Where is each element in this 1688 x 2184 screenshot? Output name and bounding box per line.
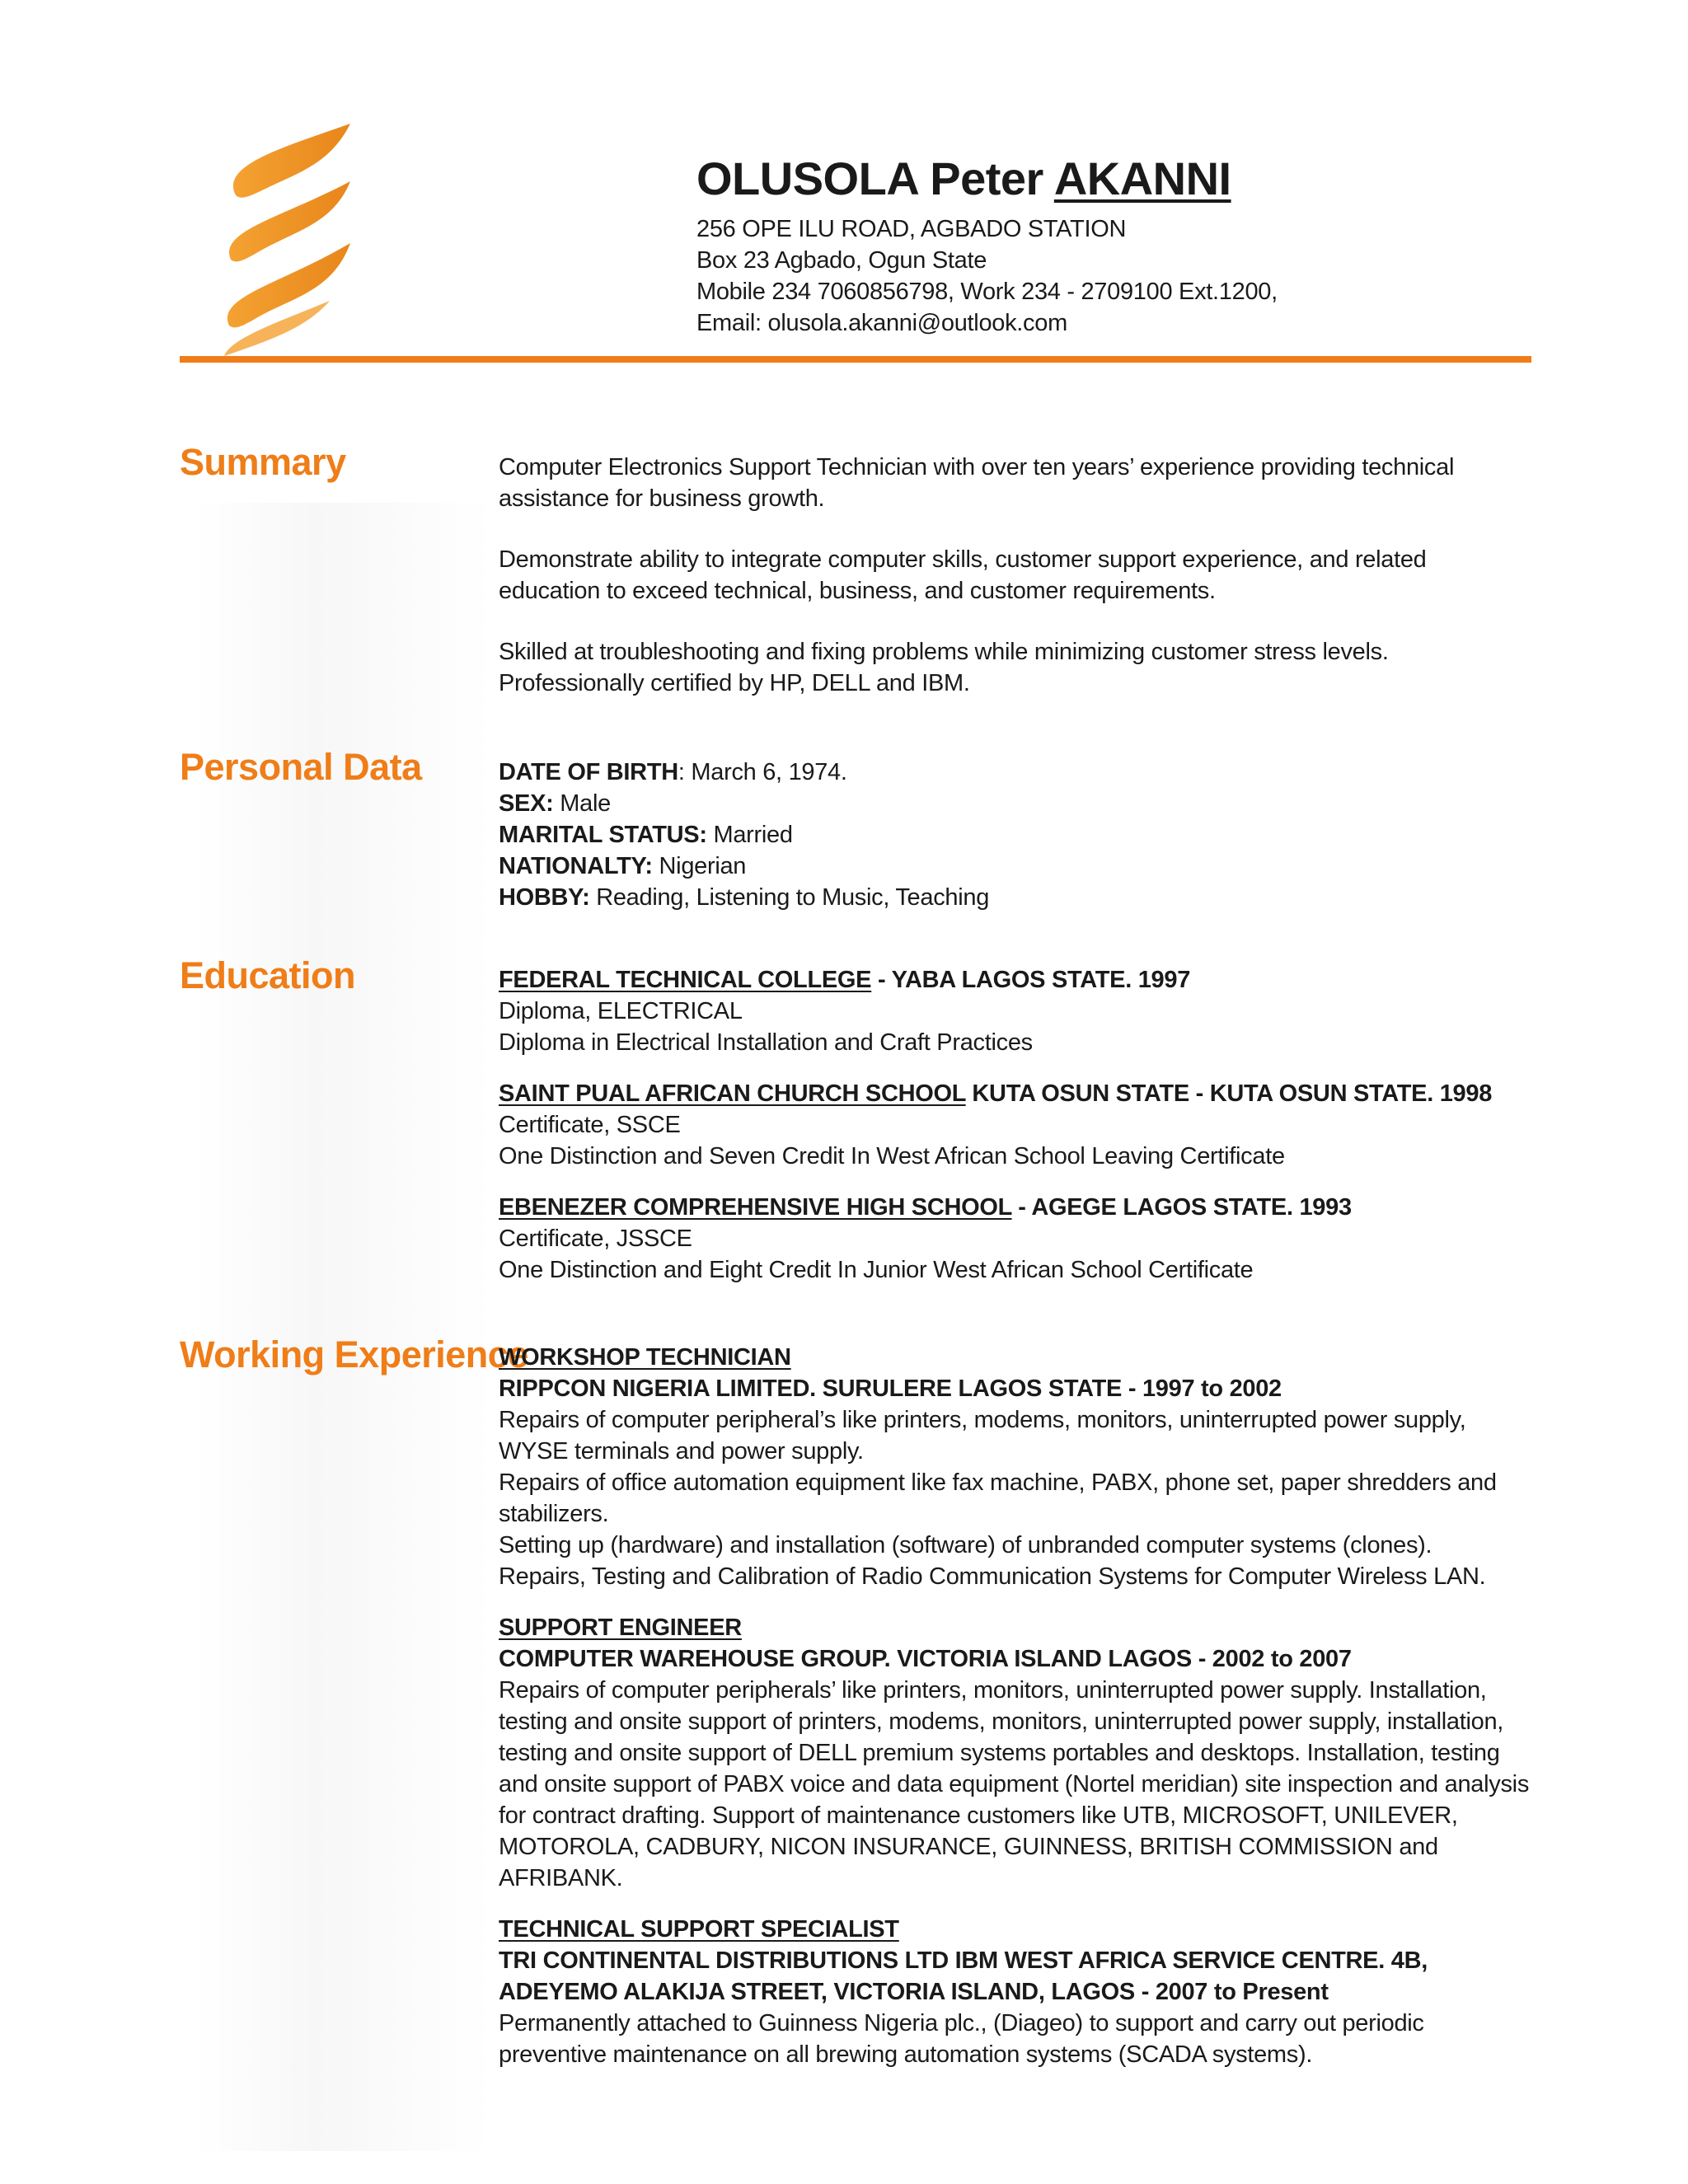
- section-title-work: Working Experience: [180, 1333, 528, 1376]
- education-heading: [499, 1192, 1529, 1223]
- job-description: Repairs of computer peripheral’s like printers, modems, monitors, uninterrupted power supply, WYSE terminals and power supply.: [499, 1407, 1466, 1465]
- header-divider: [180, 356, 1531, 363]
- field-value: Reading, Listening to Music, Teaching: [589, 884, 990, 911]
- job-description: Repairs, Testing and Calibration of Radio Communication Systems for Computer Wireless LAN.: [499, 1563, 1486, 1590]
- job-company: RIPPCON NIGERIA LIMITED. SURULERE LAGOS STATE - 1997 to 2002: [499, 1376, 1282, 1402]
- education-line: Diploma, ELECTRICAL: [499, 998, 743, 1024]
- resume-header: [696, 152, 1521, 339]
- job-description: Repairs of office automation equipment like fax machine, PABX, phone set, paper shredders and stabilizers.: [499, 1469, 1497, 1527]
- summary-paragraph: Skilled at troubleshooting and fixing problems while minimizing customer stress levels.: [499, 639, 1389, 665]
- school-name: EBENEZER COMPREHENSIVE HIGH SCHOOL: [499, 1194, 1012, 1221]
- personal-row: [499, 851, 1529, 882]
- section-title-personal: Personal Data: [180, 746, 422, 788]
- last-name: AKANNI: [1053, 152, 1231, 204]
- education-line: Certificate, SSCE: [499, 1112, 681, 1138]
- education-line: One Distinction and Seven Credit In West African School Leaving Certificate: [499, 1143, 1285, 1169]
- field-label: DATE OF BIRTH: [499, 759, 678, 785]
- field-label: MARITAL STATUS:: [499, 822, 707, 848]
- job-description: Repairs of computer peripherals’ like printers, monitors, uninterrupted power supply. Installation, testing and onsite support of printers, modems, monitors, uninterrupted power supply, installation, testing and onsite support of DELL premium systems portables and desktops. Installation, testing and onsite support of PABX voice and data equipment (Nortel meridian) site inspection and analysis for contract drafting. Support of maintenance customers like UTB, MICROSOFT, UNILEVER, MOTOROLA, CADBURY, NICON INSURANCE, GUINNESS, BRITISH COMMISSION and AFRIBANK.: [499, 1677, 1530, 1891]
- applicant-name: [696, 152, 1521, 205]
- field-value: Male: [553, 790, 611, 817]
- school-name: SAINT PUAL AFRICAN CHURCH SCHOOL: [499, 1080, 966, 1107]
- summary-paragraph: Computer Electronics Support Technician with over ten years’ experience providing technical assistance for business growth.: [499, 454, 1455, 512]
- job-description: Setting up (hardware) and installation (software) of unbranded computer systems (clones).: [499, 1532, 1432, 1558]
- work-content: [499, 1342, 1529, 2070]
- first-name: OLUSOLA: [696, 152, 918, 204]
- job-title: WORKSHOP TECHNICIAN: [499, 1344, 791, 1371]
- education-content: [499, 964, 1529, 1286]
- field-value: Married: [706, 822, 793, 848]
- section-title-summary: Summary: [180, 441, 346, 483]
- field-value: Nigerian: [652, 853, 747, 879]
- summary-content: [499, 452, 1529, 699]
- education-line: Diploma in Electrical Installation and Craft Practices: [499, 1029, 1033, 1056]
- personal-row: [499, 882, 1529, 913]
- school-location: - AGEGE LAGOS STATE. 1993: [1011, 1194, 1352, 1221]
- school-location: - YABA LAGOS STATE. 1997: [871, 967, 1191, 993]
- education-line: One Distinction and Eight Credit In Junior West African School Certificate: [499, 1257, 1254, 1283]
- job-description: Permanently attached to Guinness Nigeria plc., (Diageo) to support and carry out periodic preventive maintenance on all brewing automation systems (SCADA systems).: [499, 2010, 1424, 2068]
- middle-name: Peter: [930, 152, 1043, 204]
- personal-content: [499, 757, 1529, 913]
- section-title-education: Education: [180, 954, 356, 996]
- job-title: SUPPORT ENGINEER: [499, 1615, 742, 1641]
- education-heading: [499, 964, 1529, 996]
- address-line-2: Box 23 Agbado, Ogun State: [696, 247, 987, 274]
- job-company: TRI CONTINENTAL DISTRIBUTIONS LTD IBM WEST AFRICA SERVICE CENTRE. 4B, ADEYEMO ALAKIJA STREET, VICTORIA ISLAND, LAGOS - 2007 to Present: [499, 1947, 1428, 2005]
- personal-row: [499, 788, 1529, 819]
- education-heading: [499, 1078, 1529, 1109]
- summary-paragraph: Demonstrate ability to integrate computer skills, customer support experience, and related education to exceed technical, business, and customer requirements.: [499, 546, 1427, 604]
- field-value: : March 6, 1974.: [678, 759, 847, 785]
- field-label: HOBBY:: [499, 884, 590, 911]
- job-company: COMPUTER WAREHOUSE GROUP. VICTORIA ISLAND LAGOS - 2002 to 2007: [499, 1646, 1352, 1672]
- personal-row: [499, 819, 1529, 851]
- phone-line: Mobile 234 7060856798, Work 234 - 2709100 Ext.1200,: [696, 279, 1278, 305]
- field-label: SEX:: [499, 790, 554, 817]
- education-line: Certificate, JSSCE: [499, 1226, 692, 1252]
- field-label: NATIONALTY:: [499, 853, 653, 879]
- personal-row: [499, 757, 1529, 788]
- email-line: Email: olusola.akanni@outlook.com: [696, 310, 1067, 336]
- summary-paragraph: Professionally certified by HP, DELL and IBM.: [499, 670, 970, 696]
- flame-swoosh-logo-icon: [206, 115, 371, 363]
- school-location: KUTA OSUN STATE - KUTA OSUN STATE. 1998: [965, 1080, 1493, 1107]
- address-line-1: 256 OPE ILU ROAD, AGBADO STATION: [696, 216, 1127, 242]
- school-name: FEDERAL TECHNICAL COLLEGE: [499, 967, 872, 993]
- job-title: TECHNICAL SUPPORT SPECIALIST: [499, 1916, 899, 1943]
